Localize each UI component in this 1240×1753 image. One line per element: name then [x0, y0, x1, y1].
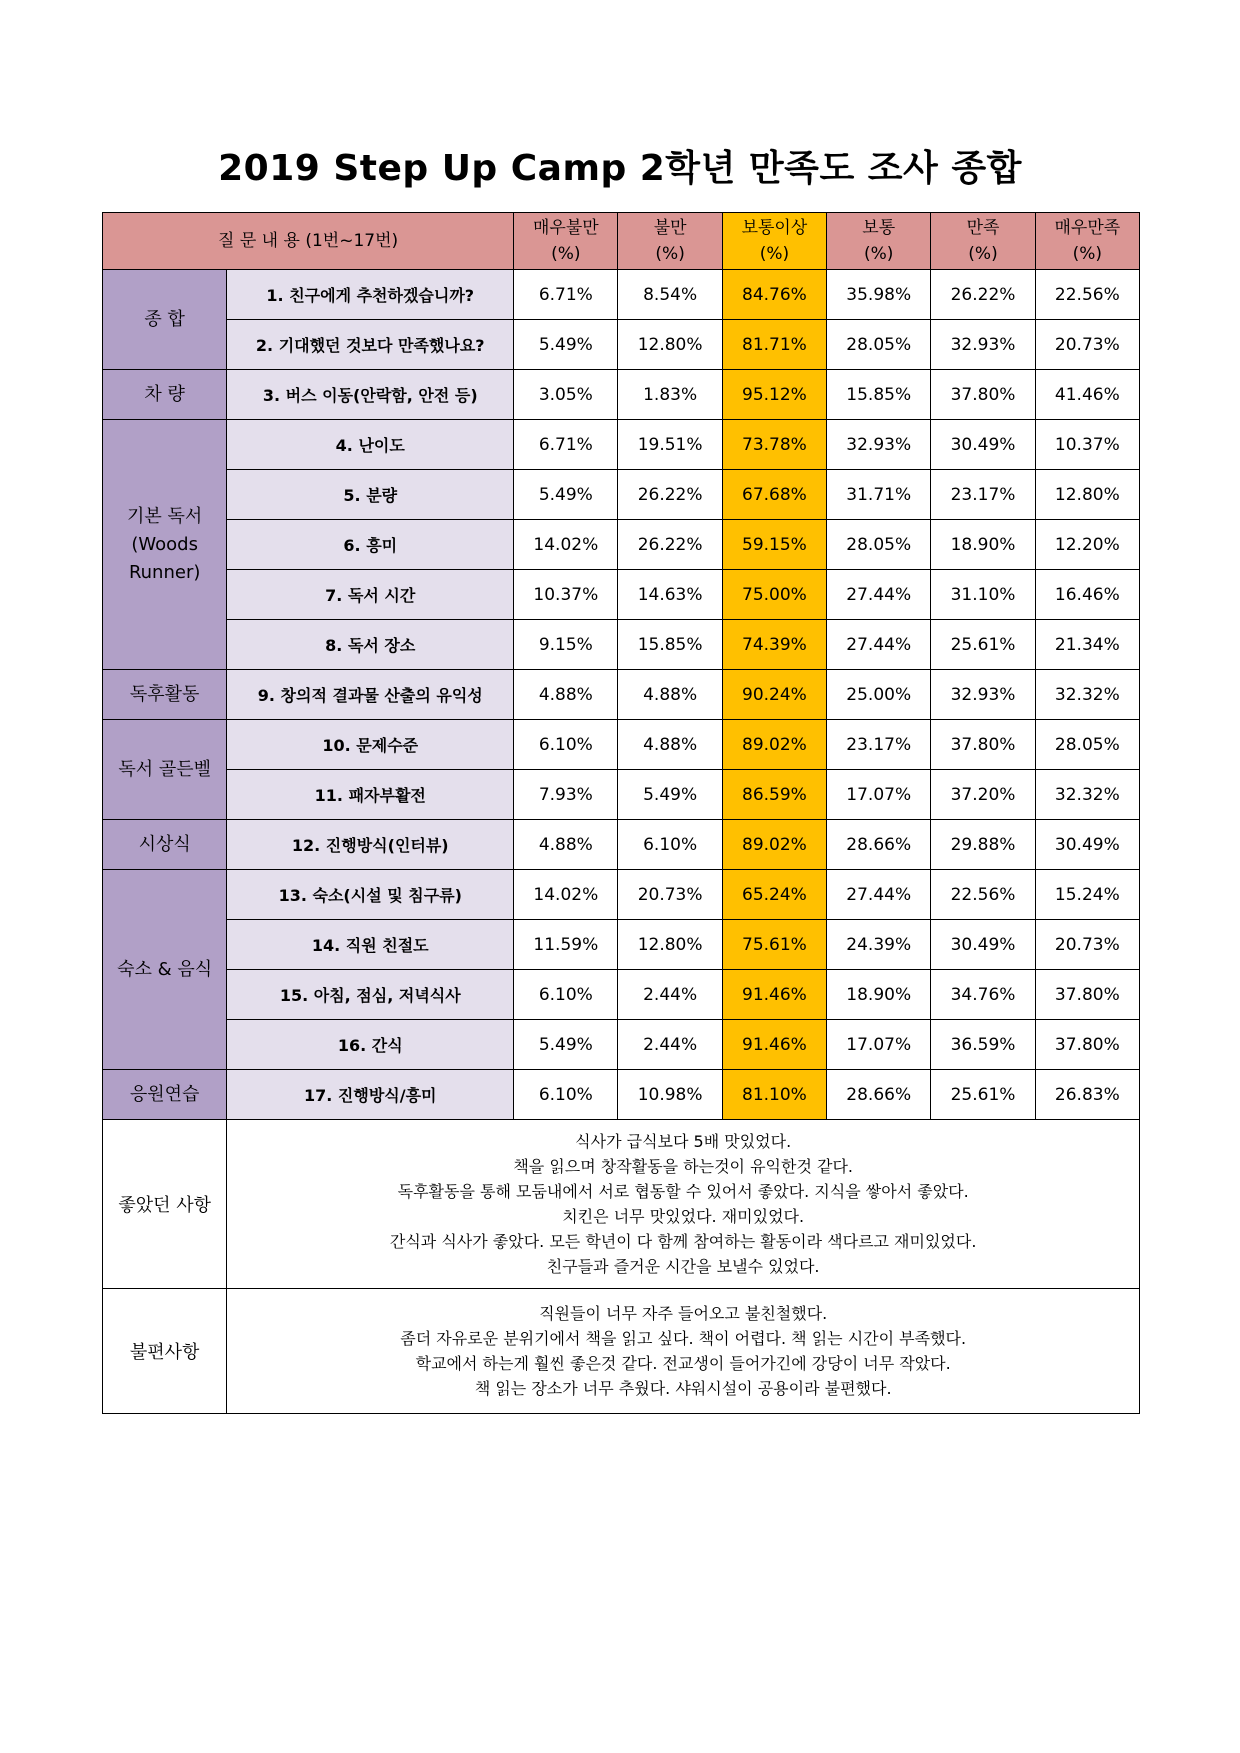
question-label: 9. 창의적 결과물 산출의 유익성	[227, 670, 514, 720]
percent-cell: 5.49%	[514, 470, 618, 520]
feedback-line: 직원들이 너무 자주 들어오고 불친철했다.	[539, 1304, 828, 1323]
percent-cell: 8.54%	[618, 270, 722, 320]
percent-cell: 32.93%	[827, 420, 931, 470]
percent-cell: 22.56%	[931, 870, 1035, 920]
percent-cell: 21.34%	[1035, 620, 1139, 670]
percent-cell: 3.05%	[514, 370, 618, 420]
feedback-body	[103, 1120, 1140, 1414]
percent-cell: 15.24%	[1035, 870, 1139, 920]
percent-cell: 6.71%	[514, 420, 618, 470]
percent-cell: 6.10%	[514, 1070, 618, 1120]
percent-cell: 17.07%	[827, 770, 931, 820]
percent-cell: 34.76%	[931, 970, 1035, 1020]
percent-cell: 29.88%	[931, 820, 1035, 870]
question-label: 14. 직원 친절도	[227, 920, 514, 970]
feedback-line: 좀더 자유로운 분위기에서 책을 읽고 싶다. 책이 어렵다. 책 읽는 시간이 부족했다.	[400, 1329, 967, 1348]
percent-cell: 10.37%	[1035, 420, 1139, 470]
percent-cell: 28.66%	[827, 820, 931, 870]
question-label: 6. 흥미	[227, 520, 514, 570]
question-label: 16. 간식	[227, 1020, 514, 1070]
percent-cell: 28.05%	[827, 520, 931, 570]
survey-table	[102, 212, 1140, 1414]
percent-cell: 30.49%	[1035, 820, 1139, 870]
question-label: 3. 버스 이동(안락함, 안전 등)	[227, 370, 514, 420]
feedback-row	[103, 1120, 1140, 1289]
feedback-label: 불편사항	[103, 1289, 227, 1414]
category-label: 독후활동	[103, 670, 227, 720]
percent-cell: 19.51%	[618, 420, 722, 470]
percent-cell: 81.71%	[722, 320, 826, 370]
question-label: 2. 기대했던 것보다 만족했나요?	[227, 320, 514, 370]
percent-cell: 20.73%	[1035, 320, 1139, 370]
feedback-line: 식사가 급식보다 5배 맛있었다.	[575, 1132, 792, 1151]
percent-cell: 6.10%	[514, 720, 618, 770]
percent-cell: 32.93%	[931, 670, 1035, 720]
question-label: 15. 아침, 점심, 저녁식사	[227, 970, 514, 1020]
question-label: 4. 난이도	[227, 420, 514, 470]
percent-cell: 5.49%	[618, 770, 722, 820]
percent-cell: 15.85%	[827, 370, 931, 420]
percent-cell: 32.93%	[931, 320, 1035, 370]
percent-cell: 26.22%	[618, 520, 722, 570]
percent-cell: 2.44%	[618, 1020, 722, 1070]
percent-cell: 67.68%	[722, 470, 826, 520]
percent-cell: 65.24%	[722, 870, 826, 920]
category-label: 숙소 & 음식	[103, 870, 227, 1070]
percent-cell: 32.32%	[1035, 670, 1139, 720]
feedback-row	[103, 1289, 1140, 1414]
table-row	[103, 570, 1140, 620]
table-row	[103, 620, 1140, 670]
percent-cell: 5.49%	[514, 1020, 618, 1070]
percent-cell: 17.07%	[827, 1020, 931, 1070]
percent-cell: 36.59%	[931, 1020, 1035, 1070]
percent-cell: 7.93%	[514, 770, 618, 820]
percent-cell: 23.17%	[931, 470, 1035, 520]
percent-cell: 35.98%	[827, 270, 931, 320]
percent-cell: 89.02%	[722, 820, 826, 870]
percent-cell: 6.71%	[514, 270, 618, 320]
category-label: 종 합	[103, 270, 227, 370]
feedback-line: 친구들과 즐거운 시간을 보낼수 있었다.	[546, 1257, 820, 1276]
percent-cell: 31.10%	[931, 570, 1035, 620]
percent-cell: 30.49%	[931, 920, 1035, 970]
percent-cell: 37.80%	[1035, 1020, 1139, 1070]
percent-cell: 27.44%	[827, 870, 931, 920]
percent-cell: 10.37%	[514, 570, 618, 620]
category-label: 기본 독서 (Woods Runner)	[103, 420, 227, 670]
percent-cell: 4.88%	[618, 670, 722, 720]
header-col-satisfied: 만족 (%)	[931, 213, 1035, 270]
percent-cell: 2.44%	[618, 970, 722, 1020]
percent-cell: 75.00%	[722, 570, 826, 620]
feedback-line: 치킨은 너무 맛있었다. 재미있었다.	[562, 1207, 805, 1226]
table-row	[103, 820, 1140, 870]
header-col-very-satisfied: 매우만족 (%)	[1035, 213, 1139, 270]
percent-cell: 32.32%	[1035, 770, 1139, 820]
percent-cell: 95.12%	[722, 370, 826, 420]
feedback-line: 학교에서 하는게 훨씬 좋은것 같다. 전교생이 들어가긴에 강당이 너무 작았다.	[415, 1354, 951, 1373]
percent-cell: 28.05%	[827, 320, 931, 370]
table-row	[103, 1070, 1140, 1120]
table-row	[103, 320, 1140, 370]
table-row	[103, 470, 1140, 520]
feedback-text	[227, 1289, 1140, 1414]
percent-cell: 31.71%	[827, 470, 931, 520]
header-col-above-average: 보통이상 (%)	[722, 213, 826, 270]
percent-cell: 75.61%	[722, 920, 826, 970]
percent-cell: 4.88%	[514, 670, 618, 720]
percent-cell: 11.59%	[514, 920, 618, 970]
question-label: 1. 친구에게 추천하겠습니까?	[227, 270, 514, 320]
header-col-average: 보통 (%)	[827, 213, 931, 270]
header-col-dissatisfied: 불만 (%)	[618, 213, 722, 270]
percent-cell: 27.44%	[827, 620, 931, 670]
percent-cell: 5.49%	[514, 320, 618, 370]
percent-cell: 25.61%	[931, 1070, 1035, 1120]
category-label: 독서 골든벨	[103, 720, 227, 820]
feedback-line: 간식과 식사가 좋았다. 모든 학년이 다 함께 참여하는 활동이라 색다르고 재미있었다.	[389, 1232, 977, 1251]
question-label: 12. 진행방식(인터뷰)	[227, 820, 514, 870]
question-label: 13. 숙소(시설 및 침구류)	[227, 870, 514, 920]
percent-cell: 89.02%	[722, 720, 826, 770]
percent-cell: 18.90%	[827, 970, 931, 1020]
percent-cell: 25.61%	[931, 620, 1035, 670]
table-row	[103, 670, 1140, 720]
percent-cell: 12.80%	[1035, 470, 1139, 520]
table-row	[103, 770, 1140, 820]
header-question: 질 문 내 용 (1번~17번)	[103, 213, 514, 270]
percent-cell: 37.80%	[931, 720, 1035, 770]
percent-cell: 26.22%	[931, 270, 1035, 320]
table-header-row	[103, 213, 1140, 270]
percent-cell: 26.83%	[1035, 1070, 1139, 1120]
table-row	[103, 270, 1140, 320]
feedback-line: 책 읽는 장소가 너무 추웠다. 샤워시설이 공용이라 불편했다.	[474, 1379, 892, 1398]
percent-cell: 23.17%	[827, 720, 931, 770]
percent-cell: 30.49%	[931, 420, 1035, 470]
percent-cell: 22.56%	[1035, 270, 1139, 320]
percent-cell: 20.73%	[1035, 920, 1139, 970]
table-row	[103, 970, 1140, 1020]
percent-cell: 59.15%	[722, 520, 826, 570]
percent-cell: 1.83%	[618, 370, 722, 420]
percent-cell: 91.46%	[722, 1020, 826, 1070]
category-label: 시상식	[103, 820, 227, 870]
percent-cell: 14.63%	[618, 570, 722, 620]
question-label: 5. 분량	[227, 470, 514, 520]
percent-cell: 18.90%	[931, 520, 1035, 570]
table-row	[103, 370, 1140, 420]
percent-cell: 37.20%	[931, 770, 1035, 820]
table-row	[103, 720, 1140, 770]
header-col-very-dissatisfied: 매우불만 (%)	[514, 213, 618, 270]
category-label: 차 량	[103, 370, 227, 420]
survey-body	[103, 270, 1140, 1120]
feedback-text	[227, 1120, 1140, 1289]
percent-cell: 27.44%	[827, 570, 931, 620]
percent-cell: 9.15%	[514, 620, 618, 670]
question-label: 11. 패자부활전	[227, 770, 514, 820]
percent-cell: 14.02%	[514, 520, 618, 570]
percent-cell: 41.46%	[1035, 370, 1139, 420]
percent-cell: 86.59%	[722, 770, 826, 820]
table-row	[103, 1020, 1140, 1070]
percent-cell: 37.80%	[1035, 970, 1139, 1020]
percent-cell: 15.85%	[618, 620, 722, 670]
percent-cell: 28.05%	[1035, 720, 1139, 770]
percent-cell: 12.20%	[1035, 520, 1139, 570]
percent-cell: 84.76%	[722, 270, 826, 320]
page-title: 2019 Step Up Camp 2학년 만족도 조사 종합	[218, 148, 1022, 189]
percent-cell: 6.10%	[618, 820, 722, 870]
question-label: 7. 독서 시간	[227, 570, 514, 620]
feedback-line: 책을 읽으며 창작활동을 하는것이 유익한것 같다.	[513, 1157, 853, 1176]
percent-cell: 26.22%	[618, 470, 722, 520]
category-label: 응원연습	[103, 1070, 227, 1120]
percent-cell: 4.88%	[514, 820, 618, 870]
percent-cell: 12.80%	[618, 320, 722, 370]
percent-cell: 14.02%	[514, 870, 618, 920]
question-label: 17. 진행방식/흥미	[227, 1070, 514, 1120]
percent-cell: 4.88%	[618, 720, 722, 770]
percent-cell: 73.78%	[722, 420, 826, 470]
percent-cell: 90.24%	[722, 670, 826, 720]
table-row	[103, 520, 1140, 570]
percent-cell: 12.80%	[618, 920, 722, 970]
table-row	[103, 920, 1140, 970]
percent-cell: 24.39%	[827, 920, 931, 970]
percent-cell: 16.46%	[1035, 570, 1139, 620]
feedback-line: 독후활동을 통해 모둠내에서 서로 협동할 수 있어서 좋았다. 지식을 쌓아서 좋았다.	[397, 1182, 969, 1201]
percent-cell: 81.10%	[722, 1070, 826, 1120]
table-row	[103, 870, 1140, 920]
table-row	[103, 420, 1140, 470]
feedback-label: 좋았던 사항	[103, 1120, 227, 1289]
question-label: 10. 문제수준	[227, 720, 514, 770]
percent-cell: 10.98%	[618, 1070, 722, 1120]
percent-cell: 20.73%	[618, 870, 722, 920]
percent-cell: 28.66%	[827, 1070, 931, 1120]
percent-cell: 91.46%	[722, 970, 826, 1020]
percent-cell: 25.00%	[827, 670, 931, 720]
percent-cell: 6.10%	[514, 970, 618, 1020]
question-label: 8. 독서 장소	[227, 620, 514, 670]
percent-cell: 37.80%	[931, 370, 1035, 420]
percent-cell: 74.39%	[722, 620, 826, 670]
